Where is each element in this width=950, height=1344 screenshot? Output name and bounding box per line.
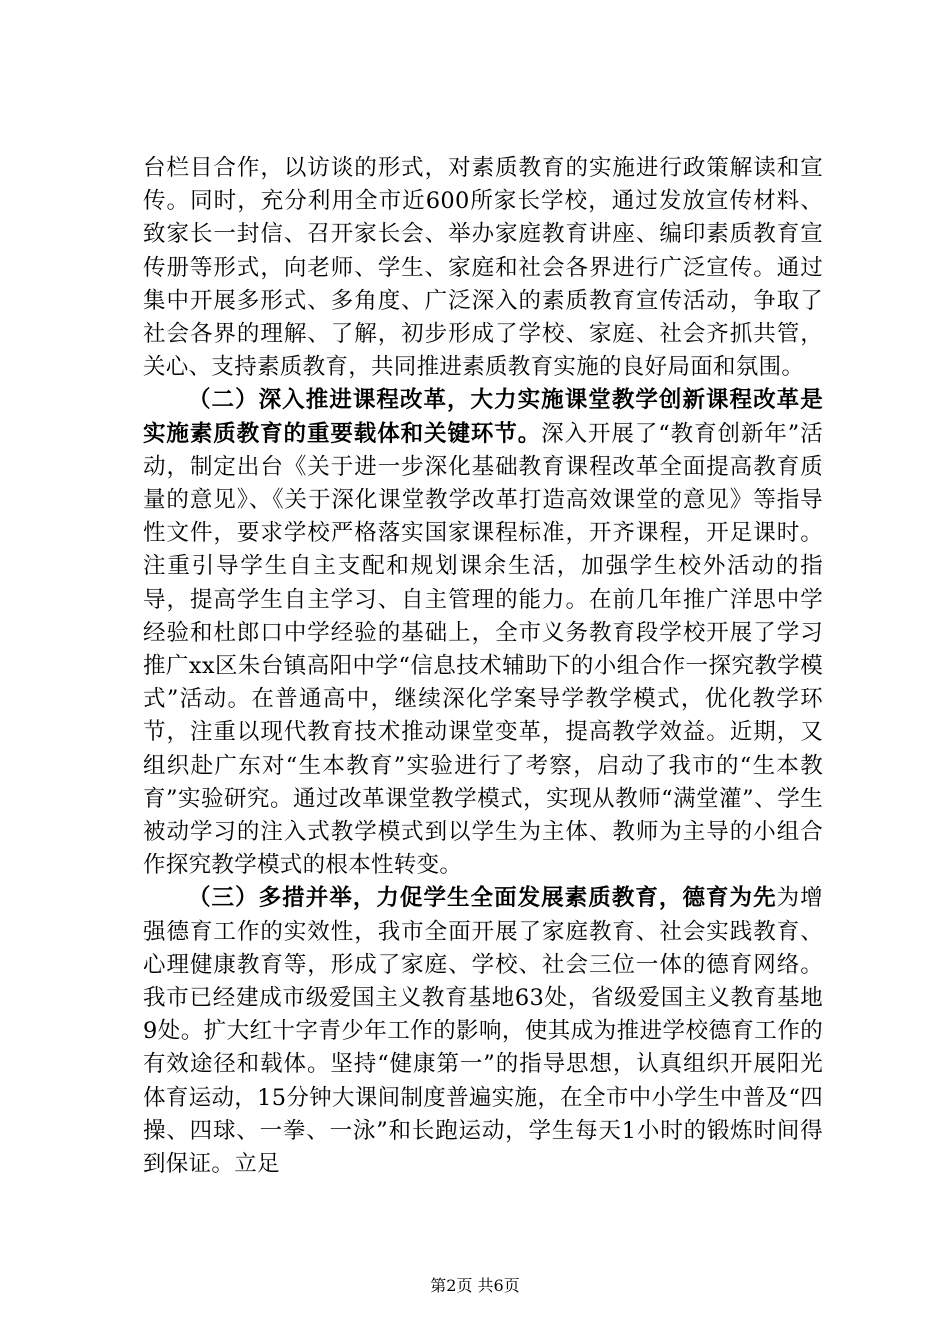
- section-3-text: 为增强德育工作的实效性，我市全面开展了家庭教育、社会实践教育、心理健康教育等，形成了家庭、学校、社会三位一体的德育网络。我市已经建成市级爱国主义教育基地63处，省级爱国主义教育基地9处。扩大红十字青少年工作的影响，使其成为推进学校德育工作的有效途径和载体。坚持“健康第一”的指导思想，认真组织开展阳光体育运动，15分钟大课间制度普遍实施，在全市中小学生中普及“四操、四球、一拳、一泳”和长跑运动，学生每天1小时的锻炼时间得到保证。立足: [143, 885, 823, 1178]
- section-2-text: 深入开展了“教育创新年”活动，制定出台《关于进一步深化基础教育课程改革全面提高教育质量的意见》、《关于深化课堂教学改革打造高效课堂的意见》等指导性文件，要求学校严格落实国家课程标准，开齐课程，开足课时。注重引导学生自主支配和规划课余生活，加强学生校外活动的指导，提高学生自主学习、自主管理的能力。在前几年推广洋思中学经验和杜郎口中学经验的基础上，全市义务教育段学校开展了学习推广xx区朱台镇高阳中学“信息技术辅助下的小组合作一探究教学模式”活动。在普通高中，继续深化学案导学教学模式，优化教学环节，注重以现代教育技术推动课堂变革，提高教学效益。近期，又组织赴广东对“生本教育”实验进行了考察，启动了我市的“生本教育”实验研究。通过改革课堂教学模式，实现从教师“满堂灌”、学生被动学习的注入式教学模式到以学生为主体、教师为主导的小组合作探究教学模式的根本性转变。: [143, 420, 824, 879]
- paragraph-2: [143, 384, 823, 882]
- paragraph-3: [143, 882, 823, 1181]
- body-text: [143, 152, 823, 1181]
- page-footer: 第2页 共6页: [430, 1276, 520, 1295]
- paragraph-1: 台栏目合作，以访谈的形式，对素质教育的实施进行政策解读和宣传。同时，充分利用全市近600所家长学校，通过发放宣传材料、致家长一封信、召开家长会、举办家庭教育讲座、编印素质教育宣传册等形式，向老师、学生、家庭和社会各界进行广泛宣传。通过集中开展多形式、多角度、广泛深入的素质教育宣传活动，争取了社会各界的理解、了解，初步形成了学校、家庭、社会齐抓共管，关心、支持素质教育，共同推进素质教育实施的良好局面和氛围。: [143, 155, 823, 381]
- section-2-heading: （二）深入推进课程改革，大力实施课堂教学创新课程改革是实施素质教育的重要载体和关键环节。: [143, 387, 823, 447]
- section-3-heading: （三）多措并举，力促学生全面发展素质教育，德育为先: [188, 885, 777, 912]
